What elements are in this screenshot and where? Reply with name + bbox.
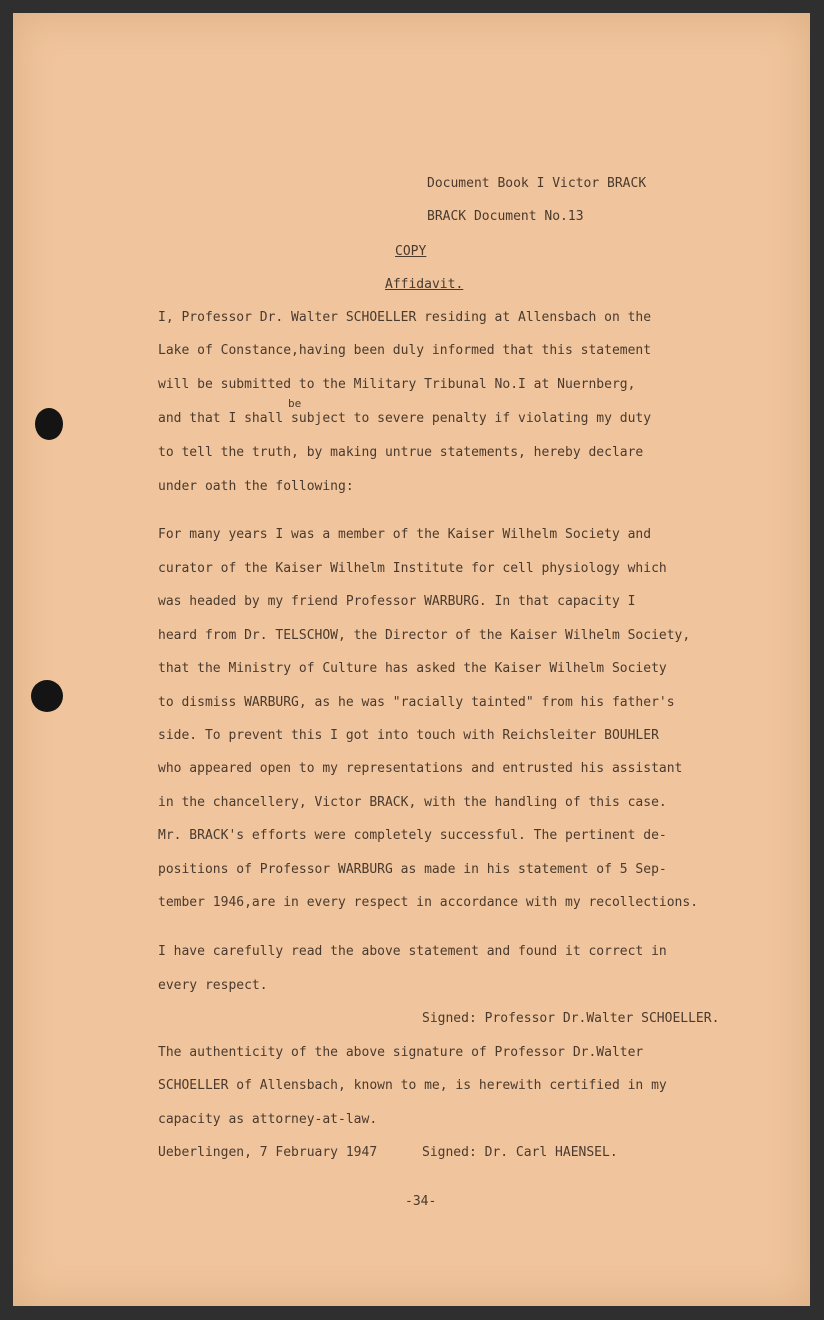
text-line: to tell the truth, by making untrue statements, hereby declare bbox=[158, 445, 644, 460]
text-line: For many years I was a member of the Kaiser Wilhelm Society and bbox=[158, 527, 652, 542]
text-line: Lake of Constance,having been duly informed that this statement bbox=[158, 343, 652, 358]
page-number: -34- bbox=[405, 1194, 437, 1209]
text-line: under oath the following: bbox=[158, 479, 354, 494]
text-line: who appeared open to my representations and entrusted his assistant bbox=[158, 761, 683, 776]
text-line: positions of Professor WARBURG as made in his statement of 5 Sep- bbox=[158, 862, 667, 877]
text-line: every respect. bbox=[158, 978, 268, 993]
document-number: BRACK Document No.13 bbox=[427, 209, 584, 224]
text-line: capacity as attorney-at-law. bbox=[158, 1112, 378, 1127]
document-book-label: Document Book I Victor BRACK bbox=[427, 176, 647, 191]
punch-hole-bottom bbox=[31, 680, 63, 712]
place-date: Ueberlingen, 7 February 1947 bbox=[158, 1145, 378, 1160]
text-line: SCHOELLER of Allensbach, known to me, is herewith certified in my bbox=[158, 1078, 667, 1093]
insertion-mark: be bbox=[288, 397, 302, 410]
text-line: and that I shall subject to severe penalty if violating my duty bbox=[158, 411, 652, 426]
text-line: to dismiss WARBURG, as he was "racially tainted" from his father's bbox=[158, 695, 675, 710]
text-line: tember 1946,are in every respect in accordance with my recollections. bbox=[158, 895, 699, 910]
text-line: The authenticity of the above signature of Professor Dr.Walter bbox=[158, 1045, 644, 1060]
copy-heading: COPY bbox=[395, 244, 427, 259]
text-line: will be submitted to the Military Tribunal No.I at Nuernberg, bbox=[158, 377, 636, 392]
signature-haensel: Signed: Dr. Carl HAENSEL. bbox=[422, 1145, 618, 1160]
text-line: Mr. BRACK's efforts were completely successful. The pertinent de- bbox=[158, 828, 667, 843]
punch-hole-top bbox=[35, 408, 63, 440]
document-page bbox=[13, 13, 810, 1306]
text-line: heard from Dr. TELSCHOW, the Director of the Kaiser Wilhelm Society, bbox=[158, 628, 691, 643]
text-line: that the Ministry of Culture has asked the Kaiser Wilhelm Society bbox=[158, 661, 667, 676]
text-line: curator of the Kaiser Wilhelm Institute for cell physiology which bbox=[158, 561, 667, 576]
text-line: side. To prevent this I got into touch with Reichsleiter BOUHLER bbox=[158, 728, 659, 743]
text-line: I, Professor Dr. Walter SCHOELLER residing at Allensbach on the bbox=[158, 310, 652, 325]
text-line: was headed by my friend Professor WARBURG. In that capacity I bbox=[158, 594, 636, 609]
text-line: I have carefully read the above statement and found it correct in bbox=[158, 944, 667, 959]
affidavit-title: Affidavit. bbox=[385, 277, 464, 292]
text-line: in the chancellery, Victor BRACK, with the handling of this case. bbox=[158, 795, 667, 810]
signature-schoeller: Signed: Professor Dr.Walter SCHOELLER. bbox=[422, 1011, 720, 1026]
